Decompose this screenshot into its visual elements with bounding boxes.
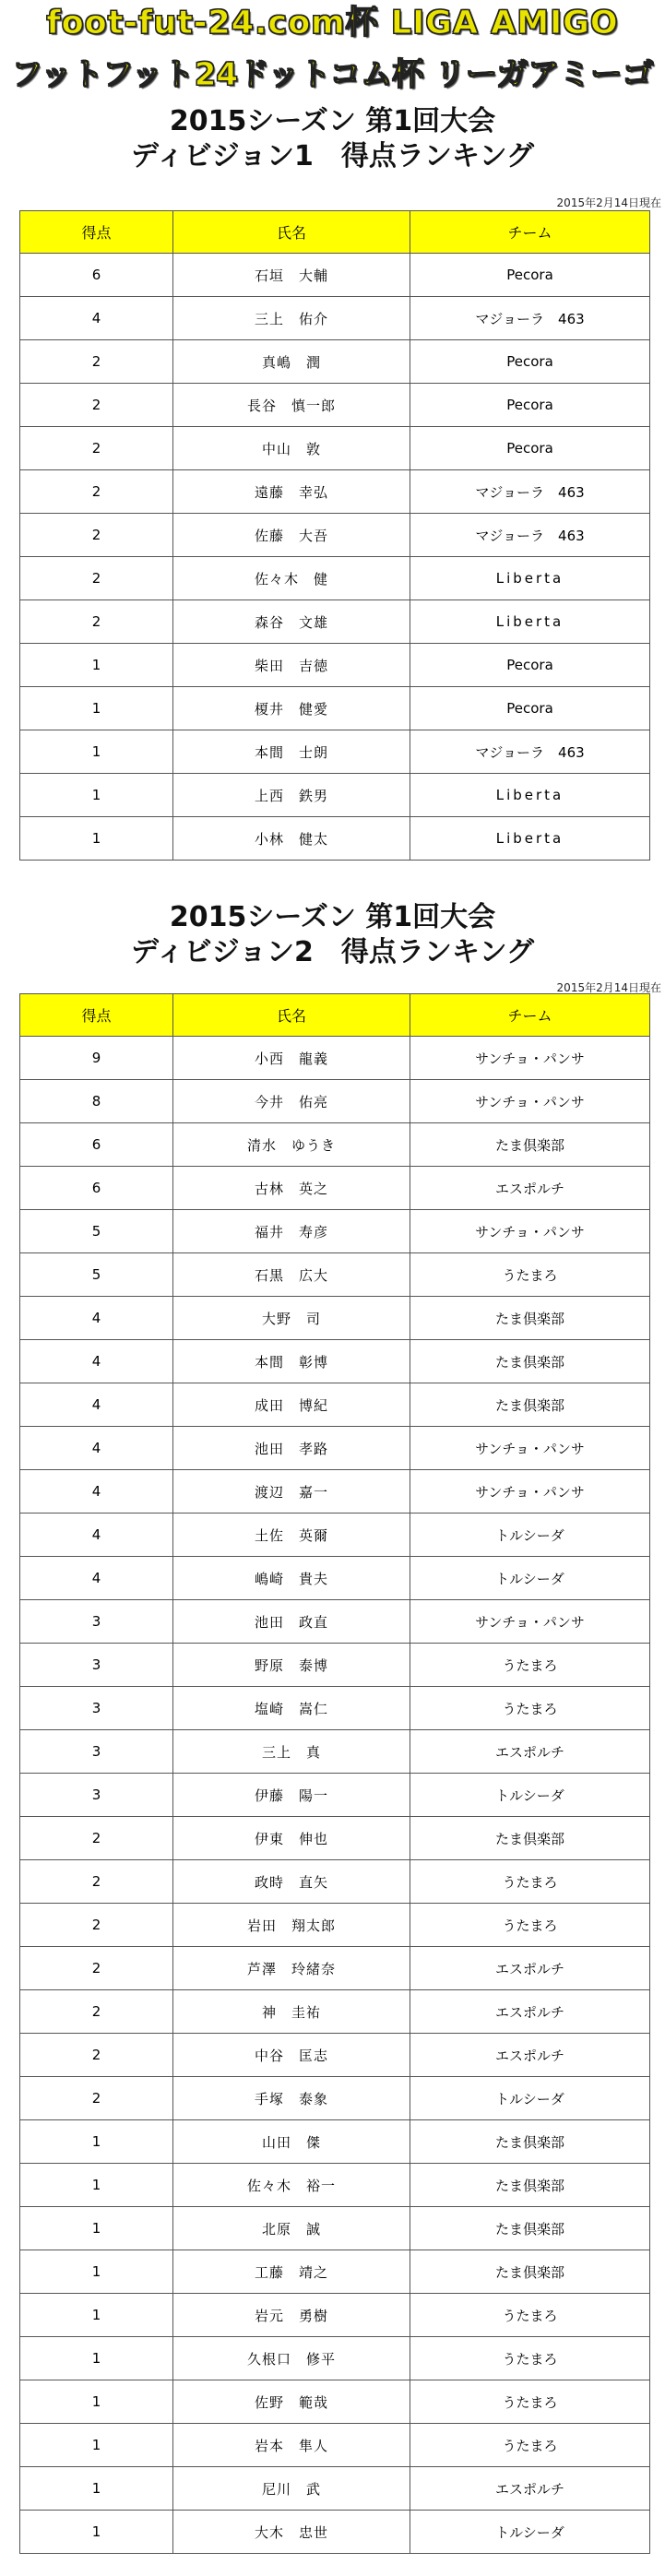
table-row [20, 2337, 650, 2380]
team-cell: エスポルチ [410, 1947, 650, 1990]
team-cell: たま倶楽部 [410, 1297, 650, 1340]
goals-cell: 6 [20, 1123, 173, 1167]
team-cell: うたまろ [410, 1687, 650, 1730]
player-name-cell: 塩崎 嵩仁 [173, 1687, 410, 1730]
header-goals: 得点 [20, 211, 173, 254]
table-row [20, 1340, 650, 1383]
goals-cell: 2 [20, 340, 173, 384]
player-name-cell: 芦澤 玲緒奈 [173, 1947, 410, 1990]
player-name-cell: 清水 ゆうき [173, 1123, 410, 1167]
player-name-cell: 伊藤 陽一 [173, 1774, 410, 1817]
table-row [20, 1947, 650, 1990]
division2-title-line1: 2015シーズン 第1回大会 [169, 901, 496, 933]
table-row [20, 1514, 650, 1557]
table-row [20, 384, 650, 427]
goals-cell: 2 [20, 557, 173, 600]
goals-cell: 2 [20, 600, 173, 644]
banner-title-kana: フットフット24ドットコム杯 リーガアミーゴ [11, 56, 654, 93]
team-cell: たま倶楽部 [410, 1383, 650, 1427]
goals-cell: 4 [20, 1427, 173, 1470]
goals-cell: 2 [20, 1860, 173, 1904]
banner-title-latin: foot-fut-24.com杯 LIGA AMIGO [46, 5, 619, 42]
player-name-cell: 三上 佑介 [173, 297, 410, 340]
player-name-cell: 大野 司 [173, 1297, 410, 1340]
table-row [20, 297, 650, 340]
goals-cell: 4 [20, 1470, 173, 1514]
table-row [20, 2164, 650, 2207]
goals-cell: 2 [20, 1990, 173, 2034]
table-row [20, 730, 650, 774]
player-name-cell: 佐野 範哉 [173, 2380, 410, 2424]
team-cell: Pecora [410, 254, 650, 297]
player-name-cell: 中山 敦 [173, 427, 410, 470]
table-row [20, 1990, 650, 2034]
goals-cell: 1 [20, 2207, 173, 2250]
team-cell: エスポルチ [410, 1730, 650, 1774]
goals-cell: 4 [20, 297, 173, 340]
table-row [20, 644, 650, 687]
player-name-cell: 上西 鉄男 [173, 774, 410, 817]
table-row [20, 2424, 650, 2467]
table-row [20, 817, 650, 861]
team-cell: サンチョ・パンサ [410, 1427, 650, 1470]
player-name-cell: 池田 政直 [173, 1600, 410, 1644]
goals-cell: 1 [20, 730, 173, 774]
table-row [20, 1600, 650, 1644]
team-cell: サンチョ・パンサ [410, 1037, 650, 1080]
player-name-cell: 成田 博紀 [173, 1383, 410, 1427]
division2-date: 2015年2月14日現在 [556, 981, 661, 994]
team-cell: トルシーダ [410, 1514, 650, 1557]
player-name-cell: 岩田 翔太郎 [173, 1904, 410, 1947]
table-row [20, 1687, 650, 1730]
goals-cell: 2 [20, 1947, 173, 1990]
goals-cell: 8 [20, 1080, 173, 1123]
player-name-cell: 大木 忠世 [173, 2511, 410, 2554]
goals-cell: 2 [20, 1817, 173, 1860]
team-cell: たま倶楽部 [410, 1817, 650, 1860]
goals-cell: 5 [20, 1253, 173, 1297]
team-cell: サンチョ・パンサ [410, 1210, 650, 1253]
goals-cell: 5 [20, 1210, 173, 1253]
table-row [20, 1904, 650, 1947]
team-cell: トルシーダ [410, 1557, 650, 1600]
table-row [20, 427, 650, 470]
player-name-cell: 小西 龍義 [173, 1037, 410, 1080]
team-cell: サンチョ・パンサ [410, 1600, 650, 1644]
goals-cell: 2 [20, 1904, 173, 1947]
player-name-cell: 野原 泰博 [173, 1644, 410, 1687]
goals-cell: 1 [20, 817, 173, 861]
table-row [20, 1037, 650, 1080]
table-row [20, 2467, 650, 2511]
team-cell: トルシーダ [410, 2077, 650, 2120]
team-cell: うたまろ [410, 2380, 650, 2424]
goals-cell: 1 [20, 2294, 173, 2337]
table-row [20, 2207, 650, 2250]
team-cell: うたまろ [410, 2294, 650, 2337]
goals-cell: 1 [20, 2467, 173, 2511]
player-name-cell: 中谷 匡志 [173, 2034, 410, 2077]
team-cell: うたまろ [410, 1860, 650, 1904]
player-name-cell: 佐々木 裕一 [173, 2164, 410, 2207]
player-name-cell: 小林 健太 [173, 817, 410, 861]
goals-cell: 2 [20, 427, 173, 470]
goals-cell: 3 [20, 1687, 173, 1730]
table-row [20, 340, 650, 384]
goals-cell: 1 [20, 2250, 173, 2294]
player-name-cell: 三上 真 [173, 1730, 410, 1774]
header-goals: 得点 [20, 994, 173, 1037]
table-header-row [20, 211, 650, 254]
team-cell: うたまろ [410, 2337, 650, 2380]
team-cell: たま倶楽部 [410, 1340, 650, 1383]
table-row [20, 687, 650, 730]
table-row [20, 557, 650, 600]
team-cell: Pecora [410, 384, 650, 427]
team-cell: たま倶楽部 [410, 1123, 650, 1167]
player-name-cell: 久根口 修平 [173, 2337, 410, 2380]
player-name-cell: 手塚 泰象 [173, 2077, 410, 2120]
goals-cell: 2 [20, 514, 173, 557]
table-row [20, 1167, 650, 1210]
team-cell: うたまろ [410, 2424, 650, 2467]
team-cell: Liberta [410, 557, 650, 600]
player-name-cell: 本間 士朗 [173, 730, 410, 774]
team-cell: うたまろ [410, 1904, 650, 1947]
header-name: 氏名 [173, 211, 410, 254]
team-cell: たま倶楽部 [410, 2207, 650, 2250]
player-name-cell: 山田 傑 [173, 2120, 410, 2164]
header-team: チーム [410, 994, 650, 1037]
table-row [20, 2511, 650, 2554]
team-cell: Liberta [410, 817, 650, 861]
player-name-cell: 森谷 文雄 [173, 600, 410, 644]
table-row [20, 2250, 650, 2294]
table-row [20, 254, 650, 297]
player-name-cell: 土佐 英爾 [173, 1514, 410, 1557]
table-row [20, 1817, 650, 1860]
goals-cell: 4 [20, 1557, 173, 1600]
table-row [20, 2077, 650, 2120]
table-row [20, 1427, 650, 1470]
table-header-row [20, 994, 650, 1037]
division2-title-line2: ディビジョン2 得点ランキング [131, 936, 534, 968]
table-row [20, 774, 650, 817]
goals-cell: 3 [20, 1774, 173, 1817]
table-row [20, 1730, 650, 1774]
player-name-cell: 尼川 武 [173, 2467, 410, 2511]
header-team: チーム [410, 211, 650, 254]
player-name-cell: 北原 誠 [173, 2207, 410, 2250]
table-row [20, 514, 650, 557]
goals-cell: 6 [20, 1167, 173, 1210]
player-name-cell: 榎井 健愛 [173, 687, 410, 730]
player-name-cell: 遠藤 幸弘 [173, 470, 410, 514]
table-row [20, 1080, 650, 1123]
team-cell: マジョーラ 463 [410, 730, 650, 774]
header-name: 氏名 [173, 994, 410, 1037]
player-name-cell: 岩元 勇樹 [173, 2294, 410, 2337]
player-name-cell: 真嶋 潤 [173, 340, 410, 384]
table-row [20, 1644, 650, 1687]
player-name-cell: 佐々木 健 [173, 557, 410, 600]
team-cell: Liberta [410, 774, 650, 817]
player-name-cell: 岩本 隼人 [173, 2424, 410, 2467]
player-name-cell: 柴田 吉徳 [173, 644, 410, 687]
goals-cell: 3 [20, 1644, 173, 1687]
player-name-cell: 伊東 伸也 [173, 1817, 410, 1860]
team-cell: Liberta [410, 600, 650, 644]
division1-date: 2015年2月14日現在 [556, 196, 661, 209]
player-name-cell: 石黒 広大 [173, 1253, 410, 1297]
table-row [20, 1210, 650, 1253]
team-cell: たま倶楽部 [410, 2164, 650, 2207]
table-row [20, 1253, 650, 1297]
player-name-cell: 福井 寿彦 [173, 1210, 410, 1253]
goals-cell: 1 [20, 2164, 173, 2207]
team-cell: たま倶楽部 [410, 2120, 650, 2164]
table-row [20, 1774, 650, 1817]
team-cell: Pecora [410, 427, 650, 470]
goals-cell: 4 [20, 1383, 173, 1427]
player-name-cell: 石垣 大輔 [173, 254, 410, 297]
team-cell: うたまろ [410, 1253, 650, 1297]
goals-cell: 9 [20, 1037, 173, 1080]
division1-ranking-table [19, 210, 650, 861]
goals-cell: 2 [20, 2077, 173, 2120]
division1-title-line2: ディビジョン1 得点ランキング [131, 140, 534, 172]
goals-cell: 1 [20, 2120, 173, 2164]
goals-cell: 1 [20, 2511, 173, 2554]
team-cell: トルシーダ [410, 2511, 650, 2554]
goals-cell: 4 [20, 1514, 173, 1557]
table-row [20, 1297, 650, 1340]
player-name-cell: 神 圭祐 [173, 1990, 410, 2034]
goals-cell: 1 [20, 2424, 173, 2467]
player-name-cell: 渡辺 嘉一 [173, 1470, 410, 1514]
team-cell: Pecora [410, 340, 650, 384]
table-row [20, 2120, 650, 2164]
goals-cell: 1 [20, 2337, 173, 2380]
player-name-cell: 佐藤 大吾 [173, 514, 410, 557]
team-cell: マジョーラ 463 [410, 297, 650, 340]
goals-cell: 2 [20, 2034, 173, 2077]
division2-ranking-table [19, 993, 650, 2554]
team-cell: サンチョ・パンサ [410, 1470, 650, 1514]
goals-cell: 4 [20, 1340, 173, 1383]
player-name-cell: 古林 英之 [173, 1167, 410, 1210]
goals-cell: 1 [20, 644, 173, 687]
table-row [20, 2380, 650, 2424]
goals-cell: 1 [20, 774, 173, 817]
goals-cell: 3 [20, 1730, 173, 1774]
table-row [20, 470, 650, 514]
player-name-cell: 本間 彰博 [173, 1340, 410, 1383]
goals-cell: 6 [20, 254, 173, 297]
goals-cell: 2 [20, 470, 173, 514]
goals-cell: 2 [20, 384, 173, 427]
player-name-cell: 政時 直矢 [173, 1860, 410, 1904]
team-cell: Pecora [410, 644, 650, 687]
goals-cell: 1 [20, 2380, 173, 2424]
team-cell: エスポルチ [410, 1167, 650, 1210]
player-name-cell: 今井 佑亮 [173, 1080, 410, 1123]
team-cell: エスポルチ [410, 1990, 650, 2034]
player-name-cell: 嶋崎 貴夫 [173, 1557, 410, 1600]
table-row [20, 1123, 650, 1167]
division1-title-line1: 2015シーズン 第1回大会 [169, 105, 496, 137]
table-row [20, 600, 650, 644]
player-name-cell: 長谷 慎一郎 [173, 384, 410, 427]
team-cell: うたまろ [410, 1644, 650, 1687]
team-cell: マジョーラ 463 [410, 514, 650, 557]
team-cell: サンチョ・パンサ [410, 1080, 650, 1123]
goals-cell: 1 [20, 687, 173, 730]
team-cell: トルシーダ [410, 1774, 650, 1817]
team-cell: マジョーラ 463 [410, 470, 650, 514]
table-row [20, 1557, 650, 1600]
player-name-cell: 工藤 靖之 [173, 2250, 410, 2294]
table-row [20, 1860, 650, 1904]
table-row [20, 1383, 650, 1427]
team-cell: エスポルチ [410, 2034, 650, 2077]
table-row [20, 2294, 650, 2337]
team-cell: エスポルチ [410, 2467, 650, 2511]
goals-cell: 3 [20, 1600, 173, 1644]
goals-cell: 4 [20, 1297, 173, 1340]
team-cell: Pecora [410, 687, 650, 730]
team-cell: たま倶楽部 [410, 2250, 650, 2294]
table-row [20, 2034, 650, 2077]
player-name-cell: 池田 孝路 [173, 1427, 410, 1470]
table-row [20, 1470, 650, 1514]
